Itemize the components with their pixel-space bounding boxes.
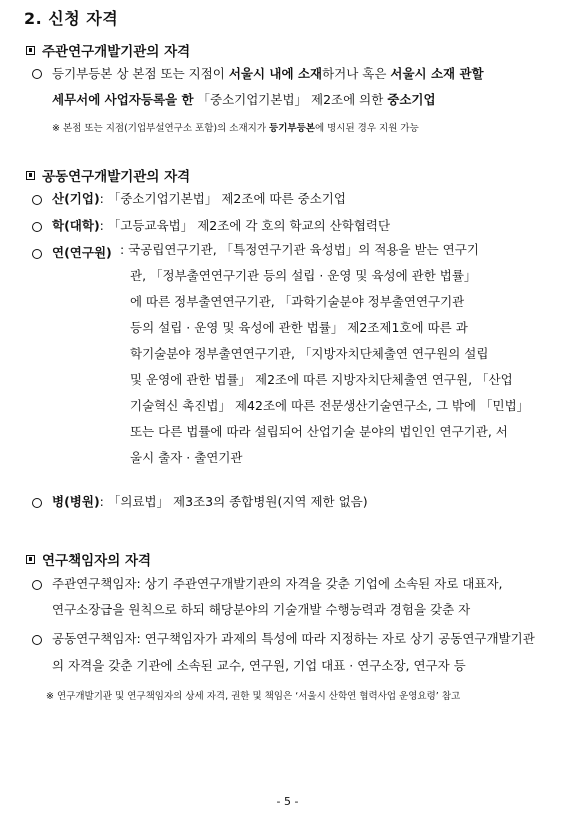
lead-institution-note: ※ 본점 또는 지점(기업부설연구소 포함)의 소재지가 등기부등본에 명시된 경우 지원 가능: [52, 123, 419, 134]
joint-item-university: 학(대학): 「고등교육법」 제2조에 각 호의 학교의 산학협력단: [52, 218, 391, 233]
lead-researcher-line-1: 주관연구책임자: 상기 주관연구개발기관의 자격을 갖춘 기업에 소속된 자로 대표자,: [52, 576, 503, 591]
circle-bullet-icon: [32, 249, 42, 259]
square-bullet-icon: [26, 555, 35, 564]
joint-item-research-label: 연(연구원): [52, 245, 112, 260]
circle-bullet-icon: [32, 580, 42, 590]
page-number: - 5 -: [276, 795, 299, 808]
researcher-note: ※ 연구개발기관 및 연구책임자의 상세 자격, 권한 및 책임은 ‘서울시 산학연 협력사업 운영요령’ 참고: [46, 691, 461, 702]
joint-researcher-line-1: 공동연구책임자: 연구책임자가 과제의 특성에 따라 지정하는 자로 상기 공동연구개발기관: [52, 631, 535, 646]
joint-item-research-text: : 국공립연구기관, 「특정연구기관 육성법」의 적용을 받는 연구기 관, 「정부출연연구기관 등의 설립 · 운영 및 육성에 관한 법률」 에 따른 정부출연연구기관, 「과학기술분야 정부출연연구기관 등의 설립 · 운영 및 육성에 관한 법률」 제2조제1호에 따른 과 학기술분야 정부출연연구기관, 「지방자치단체출연 연구원의 설립 및 운영에 관한 법률」 제2조에 따른 지방자치단체출연 연구원, 「산업 기술혁신 촉진법」 제42조에 따른 전문생산기술연구소, 그 밖에 「민법」 또는 다른 법률에 따라 설립되어 산업기술 분야의 법인인 연구기관, 서 울시 출자 · 출연기관: [120, 242, 530, 465]
page-title: 2. 신청 자격: [24, 9, 119, 28]
circle-bullet-icon: [32, 195, 42, 205]
section-heading-text: 공동연구개발기관의 자격: [42, 169, 191, 185]
joint-item-hospital: 병(병원): 「의료법」 제3조3의 종합병원(지역 제한 없음): [52, 494, 368, 509]
square-bullet-icon: [26, 46, 35, 55]
circle-bullet-icon: [32, 222, 42, 232]
circle-bullet-icon: [32, 635, 42, 645]
lead-institution-line-2: 세무서에 사업자등록을 한 「중소기업기본법」 제2조에 의한 중소기업: [52, 92, 436, 107]
section-heading-joint-institution: [26, 165, 190, 185]
joint-researcher-line-2: 의 자격을 갖춘 기관에 소속된 교수, 연구원, 기업 대표 · 연구소장, 연구자 등: [52, 658, 466, 673]
section-heading-principal-investigator: [26, 549, 151, 569]
lead-institution-line-1: 등기부등본 상 본점 또는 지점이 서울시 내에 소재하거나 혹은 서울시 소재 관할: [52, 66, 484, 81]
section-heading-text: 주관연구개발기관의 자격: [42, 44, 191, 60]
joint-item-industry: 산(기업): 「중소기업기본법」 제2조에 따른 중소기업: [52, 191, 346, 206]
section-heading-lead-institution: [26, 40, 190, 60]
lead-researcher-line-2: 연구소장급을 원칙으로 하되 해당분야의 기술개발 수행능력과 경험을 갖춘 자: [52, 602, 471, 617]
circle-bullet-icon: [32, 498, 42, 508]
square-bullet-icon: [26, 171, 35, 180]
circle-bullet-icon: [32, 69, 42, 79]
section-heading-text: 연구책임자의 자격: [42, 553, 152, 569]
